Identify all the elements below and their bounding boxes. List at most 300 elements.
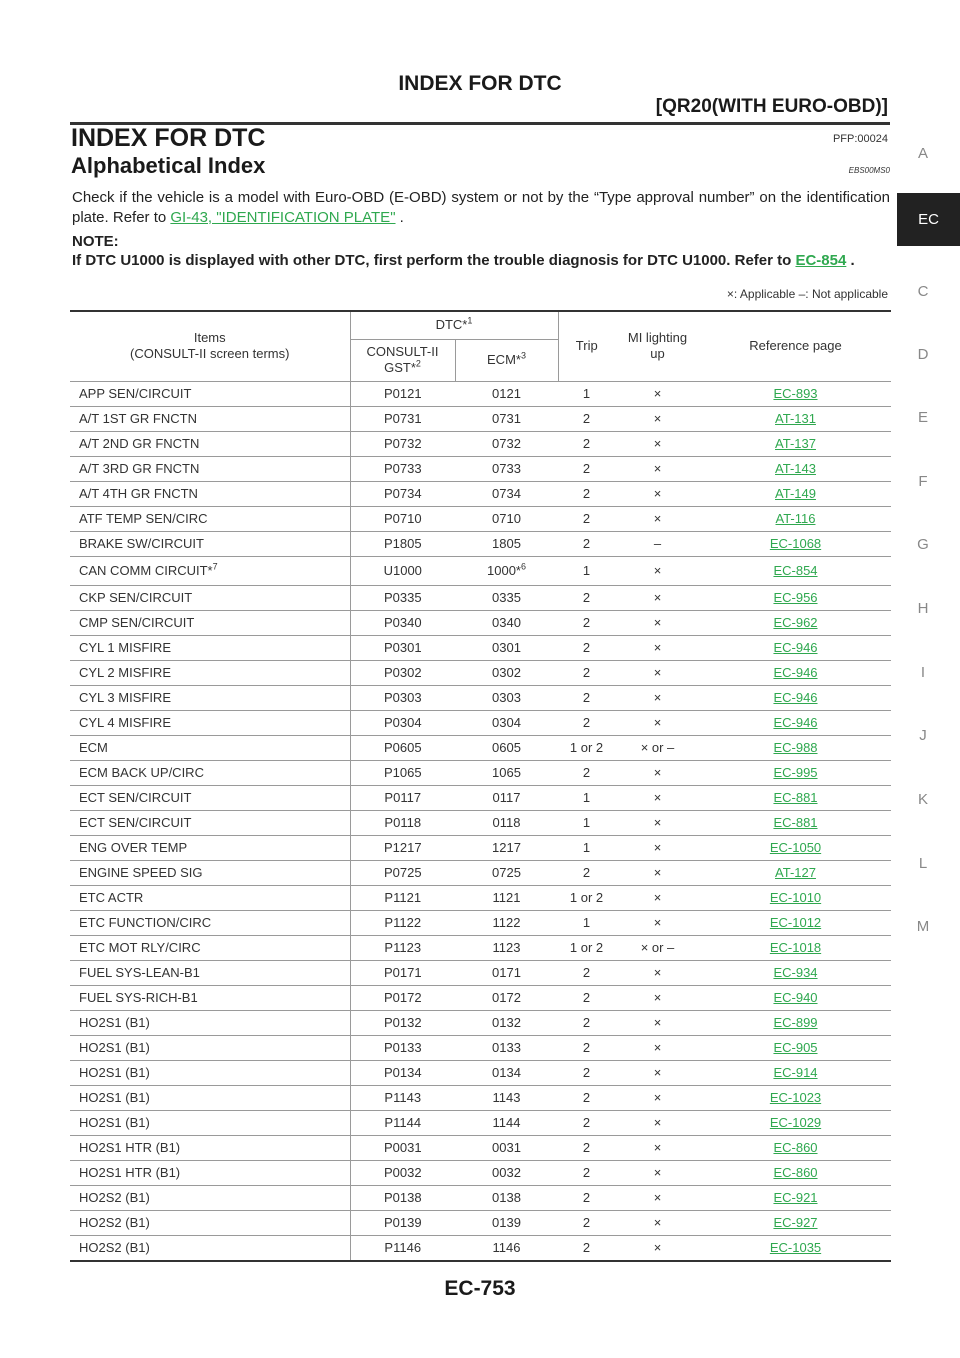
cell-mi-lighting: × <box>615 1010 700 1035</box>
cell-trip: 2 <box>558 610 615 635</box>
cell-item: CYL 4 MISFIRE <box>70 710 350 735</box>
table-row <box>70 1185 891 1210</box>
reference-page-link[interactable]: AT-149 <box>775 486 816 501</box>
table-row <box>70 1060 891 1085</box>
cell-reference-page <box>700 1160 891 1185</box>
cell-consult-gst: P0304 <box>350 710 455 735</box>
cell-item: ETC MOT RLY/CIRC <box>70 935 350 960</box>
cell-reference-page <box>700 1110 891 1135</box>
cell-consult-gst: P1121 <box>350 885 455 910</box>
reference-page-link[interactable]: EC-1023 <box>769 1090 822 1105</box>
sidebar-tab-ec[interactable]: EC <box>897 193 960 246</box>
table-row <box>70 760 891 785</box>
cell-trip: 2 <box>558 585 615 610</box>
table-row <box>70 381 891 406</box>
cell-reference-page <box>700 635 891 660</box>
header-trip: Trip <box>558 311 615 381</box>
cell-trip: 2 <box>558 1235 615 1261</box>
cell-trip: 2 <box>558 660 615 685</box>
sidebar-tab-g[interactable]: G <box>917 536 929 553</box>
table-row <box>70 910 891 935</box>
reference-page-link[interactable]: EC-962 <box>773 615 818 630</box>
cell-ecm: 0734 <box>455 481 558 506</box>
cell-reference-page <box>700 985 891 1010</box>
cell-item: A/T 4TH GR FNCTN <box>70 481 350 506</box>
table-row <box>70 1085 891 1110</box>
reference-page-link[interactable]: EC-854 <box>773 563 818 578</box>
cell-consult-gst: P0734 <box>350 481 455 506</box>
table-legend: ×: Applicable –: Not applicable <box>726 287 888 301</box>
cell-consult-gst: P0172 <box>350 985 455 1010</box>
cell-ecm: 0733 <box>455 456 558 481</box>
cell-trip: 2 <box>558 1085 615 1110</box>
sidebar-tab-f[interactable]: F <box>918 473 928 490</box>
header-consult-gst: CONSULT-II GST*$^2$ <box>350 339 455 381</box>
cell-mi-lighting: × <box>615 960 700 985</box>
reference-page-link[interactable]: AT-131 <box>775 411 816 426</box>
table-row <box>70 810 891 835</box>
cell-item: A/T 3RD GR FNCTN <box>70 456 350 481</box>
cell-trip: 1 <box>558 835 615 860</box>
cell-mi-lighting: × <box>615 910 700 935</box>
cell-reference-page <box>700 935 891 960</box>
cell-item: A/T 2ND GR FNCTN <box>70 431 350 456</box>
cell-ecm: 1144 <box>455 1110 558 1135</box>
cell-item: CAN COMM CIRCUIT*$^7$ <box>70 556 350 585</box>
sidebar-tab-a[interactable]: A <box>917 145 928 162</box>
reference-page-link[interactable]: AT-143 <box>775 461 816 476</box>
cell-reference-page <box>700 960 891 985</box>
table-row <box>70 1110 891 1135</box>
cell-item: HO2S2 (B1) <box>70 1235 350 1261</box>
cell-consult-gst: P0134 <box>350 1060 455 1085</box>
cell-trip: 2 <box>558 635 615 660</box>
cell-item: A/T 1ST GR FNCTN <box>70 406 350 431</box>
table-row <box>70 456 891 481</box>
sidebar-tab-m[interactable]: M <box>916 918 930 935</box>
cell-trip: 2 <box>558 1160 615 1185</box>
reference-page-link[interactable]: EC-1018 <box>769 940 822 955</box>
cell-mi-lighting: × <box>615 556 700 585</box>
cell-reference-page <box>700 1185 891 1210</box>
cell-consult-gst: P0031 <box>350 1135 455 1160</box>
reference-page-link[interactable]: EC-899 <box>773 1015 818 1030</box>
cell-ecm: 0725 <box>455 860 558 885</box>
dtc-index-table <box>70 310 891 1262</box>
cell-item: CYL 1 MISFIRE <box>70 635 350 660</box>
cell-mi-lighting: × <box>615 760 700 785</box>
cell-consult-gst: P1217 <box>350 835 455 860</box>
cell-ecm: 0133 <box>455 1035 558 1060</box>
reference-page-link[interactable]: EC-921 <box>773 1190 818 1205</box>
reference-page-link[interactable]: EC-1010 <box>769 890 822 905</box>
intro-paragraph <box>72 188 890 228</box>
cell-ecm: 0121 <box>455 381 558 406</box>
reference-page-link[interactable]: EC-860 <box>773 1140 818 1155</box>
cell-ecm: 1121 <box>455 885 558 910</box>
table-row <box>70 960 891 985</box>
cell-consult-gst: P0733 <box>350 456 455 481</box>
reference-page-link[interactable]: EC-988 <box>773 740 818 755</box>
cell-mi-lighting: × <box>615 456 700 481</box>
reference-page-link[interactable]: EC-881 <box>773 815 818 830</box>
cell-reference-page <box>700 860 891 885</box>
cell-trip: 1 <box>558 381 615 406</box>
note-text: If DTC U1000 is displayed with other DTC, first perform the trouble diagnosis for DTC U1000. Refer to <box>72 252 792 269</box>
cell-mi-lighting: × <box>615 860 700 885</box>
cell-ecm: 0710 <box>455 506 558 531</box>
reference-page-link[interactable]: EC-995 <box>773 765 818 780</box>
subsection-code: EBS00MS0 <box>848 166 890 175</box>
table-row <box>70 506 891 531</box>
cell-ecm: 1065 <box>455 760 558 785</box>
cell-mi-lighting: × <box>615 685 700 710</box>
cell-mi-lighting: × <box>615 610 700 635</box>
cell-item: ECM BACK UP/CIRC <box>70 760 350 785</box>
sidebar-tab-c[interactable]: C <box>917 283 929 300</box>
cell-ecm: 0032 <box>455 1160 558 1185</box>
cell-reference-page <box>700 735 891 760</box>
cell-reference-page <box>700 660 891 685</box>
cell-mi-lighting: × <box>615 1135 700 1160</box>
cell-trip: 1 <box>558 910 615 935</box>
cell-reference-page <box>700 381 891 406</box>
cell-reference-page <box>700 910 891 935</box>
cell-consult-gst: P0139 <box>350 1210 455 1235</box>
cell-reference-page <box>700 481 891 506</box>
header-ecm: ECM*$^3$ <box>455 339 558 381</box>
cell-consult-gst: P0302 <box>350 660 455 685</box>
cell-mi-lighting: × <box>615 431 700 456</box>
cell-item: CYL 3 MISFIRE <box>70 685 350 710</box>
cell-mi-lighting: × or – <box>615 735 700 760</box>
table-row <box>70 1135 891 1160</box>
cell-trip: 1 <box>558 785 615 810</box>
table-row <box>70 985 891 1010</box>
cell-mi-lighting: × <box>615 885 700 910</box>
sidebar-tab-h[interactable]: H <box>917 600 929 617</box>
cell-item: HO2S1 (B1) <box>70 1010 350 1035</box>
cell-trip: 2 <box>558 431 615 456</box>
cell-consult-gst: P1065 <box>350 760 455 785</box>
reference-page-link[interactable]: EC-860 <box>773 1165 818 1180</box>
cell-reference-page <box>700 1235 891 1261</box>
reference-page-link[interactable]: AT-127 <box>775 865 816 880</box>
cell-reference-page <box>700 531 891 556</box>
section-code: PFP:00024 <box>832 133 888 145</box>
cell-consult-gst: P0121 <box>350 381 455 406</box>
sidebar-tab-k[interactable]: K <box>917 791 928 808</box>
reference-page-link[interactable]: EC-1012 <box>769 915 822 930</box>
cell-item: HO2S1 (B1) <box>70 1035 350 1060</box>
cell-item: FUEL SYS-RICH-B1 <box>70 985 350 1010</box>
reference-page-link[interactable]: EC-1035 <box>769 1240 822 1255</box>
sidebar-tab-l[interactable]: L <box>918 855 928 872</box>
reference-page-link[interactable]: EC-893 <box>773 386 818 401</box>
cell-reference-page <box>700 1060 891 1085</box>
cell-mi-lighting: × <box>615 1110 700 1135</box>
cell-item: ATF TEMP SEN/CIRC <box>70 506 350 531</box>
reference-page-link[interactable]: EC-881 <box>773 790 818 805</box>
cell-ecm: 0302 <box>455 660 558 685</box>
cell-reference-page <box>700 1135 891 1160</box>
cell-item: CYL 2 MISFIRE <box>70 660 350 685</box>
note-ec-854-link[interactable]: EC-854 <box>795 252 847 269</box>
table-row <box>70 710 891 735</box>
header-mi-lighting: MI lighting up <box>615 311 700 381</box>
cell-consult-gst: U1000 <box>350 556 455 585</box>
cell-ecm: 0117 <box>455 785 558 810</box>
cell-item: HO2S1 HTR (B1) <box>70 1135 350 1160</box>
reference-page-link[interactable]: EC-927 <box>773 1215 818 1230</box>
header-dtc: DTC*$^1$ <box>350 311 558 339</box>
cell-ecm: 0118 <box>455 810 558 835</box>
table-row <box>70 585 891 610</box>
reference-page-link[interactable]: EC-934 <box>773 965 818 980</box>
cell-ecm: 1146 <box>455 1235 558 1261</box>
cell-reference-page <box>700 431 891 456</box>
table-row <box>70 1235 891 1261</box>
cell-consult-gst: P0171 <box>350 960 455 985</box>
cell-item: HO2S1 (B1) <box>70 1110 350 1135</box>
reference-page-link[interactable]: EC-940 <box>773 990 818 1005</box>
cell-ecm: 1123 <box>455 935 558 960</box>
cell-ecm: 0031 <box>455 1135 558 1160</box>
table-row <box>70 1010 891 1035</box>
reference-page-link[interactable]: EC-1050 <box>769 840 822 855</box>
cell-item: FUEL SYS-LEAN-B1 <box>70 960 350 985</box>
cell-item: ECT SEN/CIRCUIT <box>70 785 350 810</box>
cell-ecm: 1143 <box>455 1085 558 1110</box>
cell-item: ECT SEN/CIRCUIT <box>70 810 350 835</box>
cell-trip: 2 <box>558 1035 615 1060</box>
cell-mi-lighting: × <box>615 585 700 610</box>
cell-item: ENGINE SPEED SIG <box>70 860 350 885</box>
cell-item: APP SEN/CIRCUIT <box>70 381 350 406</box>
cell-item: ETC ACTR <box>70 885 350 910</box>
cell-trip: 2 <box>558 960 615 985</box>
cell-reference-page <box>700 1085 891 1110</box>
table-row <box>70 406 891 431</box>
table-row <box>70 1160 891 1185</box>
cell-ecm: 1000*$^6$ <box>455 556 558 585</box>
cell-ecm: 0138 <box>455 1185 558 1210</box>
reference-page-link[interactable]: EC-946 <box>773 690 818 705</box>
cell-reference-page <box>700 710 891 735</box>
cell-ecm: 0335 <box>455 585 558 610</box>
cell-consult-gst: P0032 <box>350 1160 455 1185</box>
cell-mi-lighting: – <box>615 531 700 556</box>
cell-consult-gst: P0138 <box>350 1185 455 1210</box>
intro-tail: . <box>395 209 404 226</box>
page-number: EC-753 <box>444 1277 516 1300</box>
cell-ecm: 0171 <box>455 960 558 985</box>
cell-consult-gst: P1144 <box>350 1110 455 1135</box>
cell-mi-lighting: × <box>615 381 700 406</box>
cell-trip: 2 <box>558 456 615 481</box>
table-row <box>70 531 891 556</box>
table-row <box>70 610 891 635</box>
cell-item: HO2S2 (B1) <box>70 1185 350 1210</box>
cell-mi-lighting: × <box>615 1060 700 1085</box>
cell-ecm: 0605 <box>455 735 558 760</box>
cell-mi-lighting: × <box>615 785 700 810</box>
cell-item: HO2S1 HTR (B1) <box>70 1160 350 1185</box>
cell-reference-page <box>700 760 891 785</box>
note-block <box>72 232 890 270</box>
cell-ecm: 0132 <box>455 1010 558 1035</box>
cell-reference-page <box>700 406 891 431</box>
sidebar-tab-j[interactable]: J <box>919 727 927 744</box>
reference-page-link[interactable]: EC-946 <box>773 665 818 680</box>
reference-page-link[interactable]: EC-956 <box>773 590 818 605</box>
cell-trip: 2 <box>558 531 615 556</box>
table-row <box>70 556 891 585</box>
reference-page-link[interactable]: EC-1029 <box>769 1115 822 1130</box>
cell-trip: 2 <box>558 710 615 735</box>
cell-mi-lighting: × <box>615 810 700 835</box>
cell-consult-gst: P1122 <box>350 910 455 935</box>
cell-ecm: 0303 <box>455 685 558 710</box>
cell-trip: 2 <box>558 1110 615 1135</box>
running-header-title: INDEX FOR DTC <box>398 72 562 95</box>
table-row <box>70 660 891 685</box>
cell-trip: 2 <box>558 506 615 531</box>
cell-mi-lighting: × <box>615 1235 700 1261</box>
cell-reference-page <box>700 835 891 860</box>
cell-mi-lighting: × <box>615 1160 700 1185</box>
cell-trip: 2 <box>558 685 615 710</box>
cell-item: HO2S1 (B1) <box>70 1085 350 1110</box>
sidebar-tab-e[interactable]: E <box>917 409 928 426</box>
cell-ecm: 1122 <box>455 910 558 935</box>
cell-mi-lighting: × <box>615 1035 700 1060</box>
intro-text: Check if the vehicle is a model with Euro-OBD (E-OBD) system or not by the “Type approval number” on the identification plate. Refer to <box>72 189 890 226</box>
cell-consult-gst: P0725 <box>350 860 455 885</box>
cell-reference-page <box>700 1210 891 1235</box>
table-row <box>70 860 891 885</box>
table-row <box>70 935 891 960</box>
cell-reference-page <box>700 585 891 610</box>
cell-reference-page <box>700 610 891 635</box>
cell-consult-gst: P0605 <box>350 735 455 760</box>
cell-trip: 2 <box>558 1210 615 1235</box>
cell-ecm: 0172 <box>455 985 558 1010</box>
sidebar-tab-i[interactable]: I <box>920 664 926 681</box>
sidebar-tab-d[interactable]: D <box>917 346 929 363</box>
cell-mi-lighting: × or – <box>615 935 700 960</box>
note-label: NOTE: <box>72 233 119 250</box>
cell-mi-lighting: × <box>615 506 700 531</box>
cell-trip: 1 or 2 <box>558 935 615 960</box>
cell-ecm: 0301 <box>455 635 558 660</box>
table-row <box>70 431 891 456</box>
cell-ecm: 0134 <box>455 1060 558 1085</box>
cell-ecm: 0304 <box>455 710 558 735</box>
table-row <box>70 735 891 760</box>
cell-consult-gst: P0133 <box>350 1035 455 1060</box>
cell-ecm: 1217 <box>455 835 558 860</box>
cell-ecm: 1805 <box>455 531 558 556</box>
identification-plate-link[interactable]: GI-43, "IDENTIFICATION PLATE" <box>170 209 396 226</box>
cell-consult-gst: P0118 <box>350 810 455 835</box>
table-row <box>70 835 891 860</box>
note-tail: . <box>846 252 855 269</box>
cell-mi-lighting: × <box>615 985 700 1010</box>
cell-consult-gst: P0732 <box>350 431 455 456</box>
cell-item: HO2S2 (B1) <box>70 1210 350 1235</box>
cell-consult-gst: P1143 <box>350 1085 455 1110</box>
reference-page-link[interactable]: EC-946 <box>773 640 818 655</box>
table-row <box>70 1210 891 1235</box>
cell-item: CMP SEN/CIRCUIT <box>70 610 350 635</box>
reference-page-link[interactable]: EC-946 <box>773 715 818 730</box>
cell-item: ETC FUNCTION/CIRC <box>70 910 350 935</box>
cell-consult-gst: P1805 <box>350 531 455 556</box>
cell-mi-lighting: × <box>615 835 700 860</box>
cell-item: BRAKE SW/CIRCUIT <box>70 531 350 556</box>
cell-trip: 1 or 2 <box>558 885 615 910</box>
cell-reference-page <box>700 1010 891 1035</box>
subsection-title: Alphabetical Index <box>71 153 266 178</box>
cell-consult-gst: P1123 <box>350 935 455 960</box>
cell-reference-page <box>700 556 891 585</box>
cell-consult-gst: P1146 <box>350 1235 455 1261</box>
cell-mi-lighting: × <box>615 1210 700 1235</box>
cell-reference-page <box>700 1035 891 1060</box>
cell-ecm: 0139 <box>455 1210 558 1235</box>
cell-trip: 2 <box>558 1060 615 1085</box>
cell-trip: 2 <box>558 481 615 506</box>
reference-page-link[interactable]: EC-914 <box>773 1065 818 1080</box>
header-items: Items (CONSULT-II screen terms) <box>70 311 350 381</box>
cell-reference-page <box>700 885 891 910</box>
cell-trip: 2 <box>558 1185 615 1210</box>
reference-page-link[interactable]: AT-116 <box>775 511 816 526</box>
cell-consult-gst: P0117 <box>350 785 455 810</box>
running-header-subtitle: [QR20(WITH EURO-OBD)] <box>655 96 888 117</box>
table-row <box>70 481 891 506</box>
cell-trip: 2 <box>558 985 615 1010</box>
cell-reference-page <box>700 810 891 835</box>
cell-reference-page <box>700 785 891 810</box>
cell-ecm: 0340 <box>455 610 558 635</box>
cell-trip: 1 or 2 <box>558 735 615 760</box>
header-reference-page: Reference page <box>700 311 891 381</box>
cell-consult-gst: P0301 <box>350 635 455 660</box>
reference-page-link[interactable]: AT-137 <box>775 436 816 451</box>
cell-mi-lighting: × <box>615 1085 700 1110</box>
table-row <box>70 685 891 710</box>
cell-item: CKP SEN/CIRCUIT <box>70 585 350 610</box>
cell-item: HO2S1 (B1) <box>70 1060 350 1085</box>
cell-trip: 2 <box>558 1135 615 1160</box>
cell-ecm: 0732 <box>455 431 558 456</box>
cell-consult-gst: P0303 <box>350 685 455 710</box>
cell-consult-gst: P0710 <box>350 506 455 531</box>
cell-mi-lighting: × <box>615 1185 700 1210</box>
reference-page-link[interactable]: EC-905 <box>773 1040 818 1055</box>
table-row <box>70 885 891 910</box>
cell-reference-page <box>700 506 891 531</box>
cell-consult-gst: P0731 <box>350 406 455 431</box>
cell-mi-lighting: × <box>615 635 700 660</box>
cell-trip: 2 <box>558 406 615 431</box>
cell-consult-gst: P0340 <box>350 610 455 635</box>
cell-trip: 2 <box>558 760 615 785</box>
reference-page-link[interactable]: EC-1068 <box>769 536 822 551</box>
cell-ecm: 0731 <box>455 406 558 431</box>
